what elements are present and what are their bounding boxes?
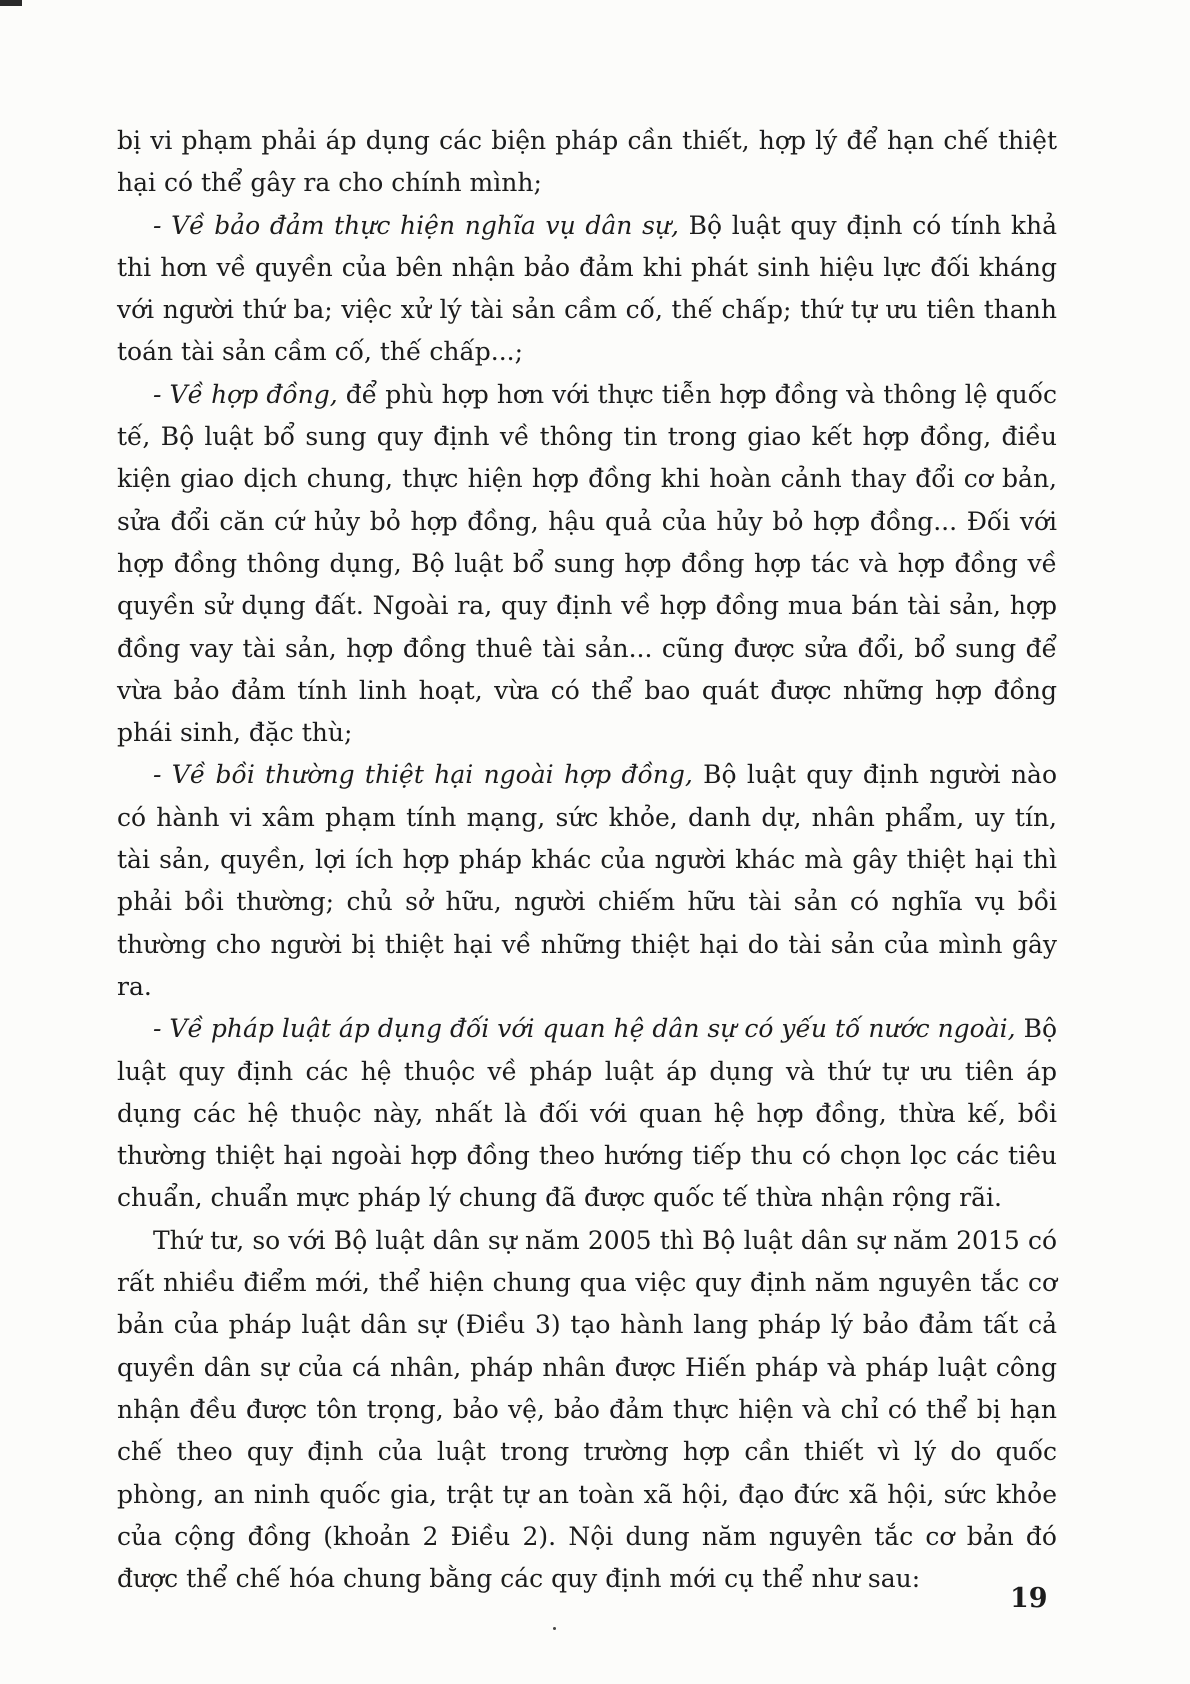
paragraph-continuation <box>117 120 1057 205</box>
paragraph-body: để phù hợp hơn với thực tiễn hợp đồng và thông lệ quốc tế, Bộ luật bổ sung quy định về thông tin trong giao kết hợp đồng, điều kiện giao dịch chung, thực hiện hợp đồng khi hoàn cảnh thay đổi cơ bản, sửa đổi căn cứ hủy bỏ hợp đồng, hậu quả của hủy bỏ hợp đồng... Đối với hợp đồng thông dụng, Bộ luật bổ sung hợp đồng hợp tác và hợp đồng về quyền sử dụng đất. Ngoài ra, quy định về hợp đồng mua bán tài sản, hợp đồng vay tài sản, hợp đồng thuê tài sản... cũng được sửa đổi, bổ sung để vừa bảo đảm tính linh hoạt, vừa có thể bao quát được những hợp đồng phái sinh, đặc thù; <box>117 379 1057 748</box>
paragraph-contracts <box>117 374 1057 755</box>
page-number: 19 <box>1010 1583 1048 1614</box>
paragraph-lead: - Về bảo đảm thực hiện nghĩa vụ dân sự, <box>153 210 679 240</box>
paragraph-damages <box>117 754 1057 1008</box>
scan-speck <box>553 1627 556 1630</box>
paragraph-lead: - Về bồi thường thiệt hại ngoài hợp đồng, <box>153 760 693 790</box>
paragraph-foreign-law <box>117 1008 1057 1219</box>
paragraph-body: Bộ luật quy định các hệ thuộc về pháp luật áp dụng và thứ tự ưu tiên áp dụng các hệ thuộc này, nhất là đối với quan hệ hợp đồng, thừa kế, bồi thường thiệt hại ngoài hợp đồng theo hướng tiếp thu có chọn lọc các tiêu chuẩn, chuẩn mực pháp lý chung đã được quốc tế thừa nhận rộng rãi. <box>117 1014 1057 1213</box>
paragraph-security-obligations <box>117 205 1057 374</box>
paragraph-body: Bộ luật quy định có tính khả thi hơn về quyền của bên nhận bảo đảm khi phát sinh hiệu lực đối kháng với người thứ ba; việc xử lý tài sản cầm cố, thế chấp; thứ tự ưu tiên thanh toán tài sản cầm cố, thế chấp...; <box>117 210 1057 367</box>
paragraph-body: bị vi phạm phải áp dụng các biện pháp cần thiết, hợp lý để hạn chế thiệt hại có thể gây ra cho chính mình; <box>117 126 1057 198</box>
paragraph-body: Thứ tư, so với Bộ luật dân sự năm 2005 thì Bộ luật dân sự năm 2015 có rất nhiều điểm mới, thể hiện chung qua việc quy định năm nguyên tắc cơ bản của pháp luật dân sự (Điều 3) tạo hành lang pháp lý bảo đảm tất cả quyền dân sự của cá nhân, pháp nhân được Hiến pháp và pháp luật công nhận đều được tôn trọng, bảo vệ, bảo đảm thực hiện và chỉ có thể bị hạn chế theo quy định của luật trong trường hợp cần thiết vì lý do quốc phòng, an ninh quốc gia, trật tự an toàn xã hội, đạo đức xã hội, sức khỏe của cộng đồng (khoản 2 Điều 2). Nội dung năm nguyên tắc cơ bản đó được thể chế hóa chung bằng các quy định mới cụ thể như sau: <box>117 1225 1057 1594</box>
paragraph-lead: - Về hợp đồng, <box>153 379 338 409</box>
scan-edge-mark <box>0 0 22 6</box>
paragraph-lead: - Về pháp luật áp dụng đối với quan hệ dân sự có yếu tố nước ngoài, <box>153 1014 1016 1044</box>
paragraph-fourth-point <box>117 1220 1057 1601</box>
body-text <box>117 120 1057 1600</box>
paragraph-body: Bộ luật quy định người nào có hành vi xâm phạm tính mạng, sức khỏe, danh dự, nhân phẩm, uy tín, tài sản, quyền, lợi ích hợp pháp khác của người khác mà gây thiệt hại thì phải bồi thường; chủ sở hữu, người chiếm hữu tài sản có nghĩa vụ bồi thường cho người bị thiệt hại về những thiệt hại do tài sản của mình gây ra. <box>117 760 1058 1001</box>
